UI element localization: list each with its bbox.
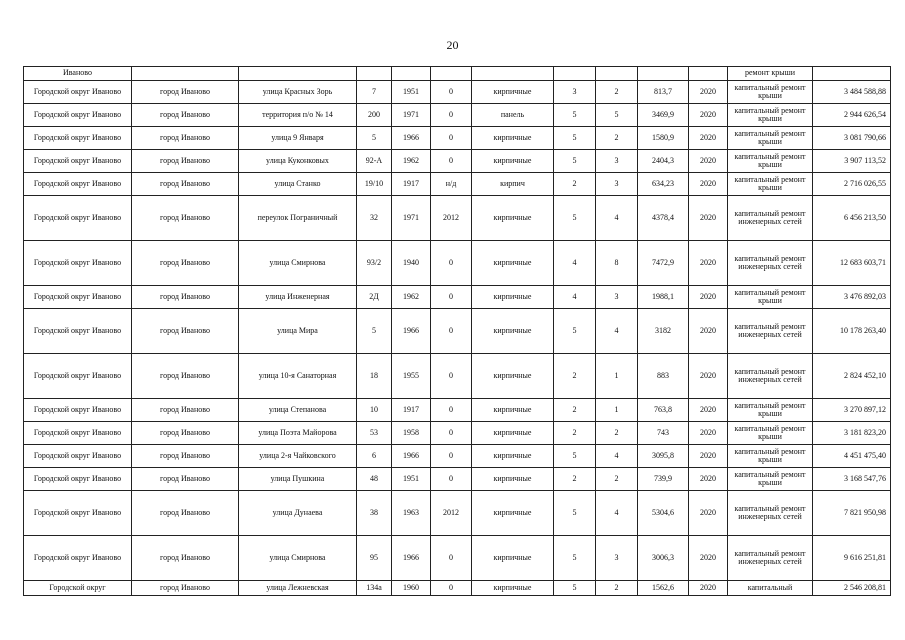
cell-cost: 2 824 452,10 <box>813 354 891 399</box>
cell-work-type: капитальный ремонт крыши <box>728 173 813 196</box>
cell-cost: 12 683 603,71 <box>813 241 891 286</box>
cell-floors: 5 <box>554 196 596 241</box>
cell-year-overhaul: н/д <box>431 173 472 196</box>
cell-work-type: ремонт крыши <box>728 67 813 81</box>
cell-house-number: 200 <box>357 104 392 127</box>
cell-year-built: 1962 <box>392 150 431 173</box>
cell-entrances: 3 <box>596 286 638 309</box>
cell-street: улица 2-я Чайковского <box>239 445 357 468</box>
table-row <box>24 354 891 399</box>
cell-settlement: город Иваново <box>132 468 239 491</box>
cell-work-type: капитальный ремонт крыши <box>728 399 813 422</box>
cell-house-number: 2Д <box>357 286 392 309</box>
cell-area: 634,23 <box>638 173 689 196</box>
cell-floors: 2 <box>554 173 596 196</box>
cell-cost: 3 181 823,20 <box>813 422 891 445</box>
cell-plan-year: 2020 <box>689 150 728 173</box>
cell-entrances: 3 <box>596 536 638 581</box>
cell-year-overhaul: 0 <box>431 536 472 581</box>
table-row <box>24 422 891 445</box>
cell-settlement: город Иваново <box>132 536 239 581</box>
cell-settlement: город Иваново <box>132 354 239 399</box>
cell-entrances: 1 <box>596 354 638 399</box>
cell-year-overhaul: 0 <box>431 104 472 127</box>
cell-street: улица Смирнова <box>239 536 357 581</box>
cell-cost: 6 456 213,50 <box>813 196 891 241</box>
cell-year-overhaul: 2012 <box>431 491 472 536</box>
housing-register-table-container <box>23 66 890 596</box>
cell-house-number: 134а <box>357 581 392 596</box>
cell-plan-year: 2020 <box>689 399 728 422</box>
cell-municipality: Городской округ Иваново <box>24 127 132 150</box>
cell-area: 3006,3 <box>638 536 689 581</box>
cell-cost: 2 716 026,55 <box>813 173 891 196</box>
cell-municipality: Городской округ Иваново <box>24 536 132 581</box>
cell-municipality: Городской округ <box>24 581 132 596</box>
cell-street: улица Смирнова <box>239 241 357 286</box>
cell-work-type: капитальный ремонт крыши <box>728 468 813 491</box>
table-row <box>24 445 891 468</box>
cell-wall-material: панель <box>472 104 554 127</box>
cell-wall-material <box>472 67 554 81</box>
cell-entrances: 4 <box>596 445 638 468</box>
table-row <box>24 104 891 127</box>
cell-street: улица Степанова <box>239 399 357 422</box>
cell-settlement: город Иваново <box>132 309 239 354</box>
cell-street: улица Красных Зорь <box>239 81 357 104</box>
cell-year-built: 1966 <box>392 127 431 150</box>
table-row <box>24 241 891 286</box>
cell-plan-year: 2020 <box>689 422 728 445</box>
cell-area <box>638 67 689 81</box>
cell-municipality: Городской округ Иваново <box>24 173 132 196</box>
cell-work-type: капитальный ремонт инженерных сетей <box>728 196 813 241</box>
cell-plan-year: 2020 <box>689 468 728 491</box>
cell-year-overhaul: 0 <box>431 468 472 491</box>
cell-entrances: 4 <box>596 196 638 241</box>
cell-house-number: 92-А <box>357 150 392 173</box>
cell-municipality: Городской округ Иваново <box>24 286 132 309</box>
cell-year-built: 1958 <box>392 422 431 445</box>
cell-wall-material: кирпичные <box>472 422 554 445</box>
cell-work-type: капитальный ремонт крыши <box>728 127 813 150</box>
cell-settlement: город Иваново <box>132 150 239 173</box>
cell-wall-material: кирпичные <box>472 241 554 286</box>
cell-year-built: 1940 <box>392 241 431 286</box>
cell-cost: 3 476 892,03 <box>813 286 891 309</box>
cell-area: 883 <box>638 354 689 399</box>
cell-work-type: капитальный ремонт крыши <box>728 445 813 468</box>
table-row <box>24 468 891 491</box>
page-number: 20 <box>446 38 459 52</box>
cell-plan-year: 2020 <box>689 536 728 581</box>
table-row <box>24 581 891 596</box>
cell-area: 2404,3 <box>638 150 689 173</box>
cell-house-number: 7 <box>357 81 392 104</box>
cell-entrances: 2 <box>596 468 638 491</box>
table-row <box>24 127 891 150</box>
cell-entrances: 3 <box>596 150 638 173</box>
cell-year-built: 1971 <box>392 196 431 241</box>
cell-house-number: 10 <box>357 399 392 422</box>
cell-year-built <box>392 67 431 81</box>
cell-area: 743 <box>638 422 689 445</box>
cell-cost: 2 944 626,54 <box>813 104 891 127</box>
cell-year-overhaul: 0 <box>431 354 472 399</box>
cell-plan-year: 2020 <box>689 445 728 468</box>
cell-area: 4378,4 <box>638 196 689 241</box>
cell-wall-material: кирпичные <box>472 354 554 399</box>
cell-entrances: 2 <box>596 81 638 104</box>
cell-wall-material: кирпичные <box>472 286 554 309</box>
cell-house-number: 6 <box>357 445 392 468</box>
cell-work-type: капитальный ремонт инженерных сетей <box>728 241 813 286</box>
cell-wall-material: кирпичные <box>472 445 554 468</box>
cell-work-type: капитальный ремонт крыши <box>728 104 813 127</box>
cell-street: улица Мира <box>239 309 357 354</box>
cell-work-type: капитальный ремонт крыши <box>728 422 813 445</box>
cell-cost: 3 081 790,66 <box>813 127 891 150</box>
cell-year-built: 1971 <box>392 104 431 127</box>
cell-floors: 3 <box>554 81 596 104</box>
table-row <box>24 286 891 309</box>
table-row <box>24 67 891 81</box>
cell-floors: 5 <box>554 581 596 596</box>
cell-plan-year: 2020 <box>689 104 728 127</box>
cell-settlement: город Иваново <box>132 81 239 104</box>
cell-year-overhaul: 0 <box>431 581 472 596</box>
cell-settlement: город Иваново <box>132 581 239 596</box>
cell-municipality: Городской округ Иваново <box>24 104 132 127</box>
cell-street: улица Лежневская <box>239 581 357 596</box>
cell-area: 7472,9 <box>638 241 689 286</box>
cell-house-number: 38 <box>357 491 392 536</box>
cell-municipality: Городской округ Иваново <box>24 399 132 422</box>
cell-plan-year: 2020 <box>689 309 728 354</box>
cell-settlement: город Иваново <box>132 104 239 127</box>
cell-house-number <box>357 67 392 81</box>
cell-entrances <box>596 67 638 81</box>
cell-house-number: 5 <box>357 309 392 354</box>
cell-year-overhaul: 0 <box>431 422 472 445</box>
cell-year-built: 1955 <box>392 354 431 399</box>
cell-work-type: капитальный <box>728 581 813 596</box>
cell-work-type: капитальный ремонт инженерных сетей <box>728 309 813 354</box>
cell-area: 1562,6 <box>638 581 689 596</box>
cell-municipality: Городской округ Иваново <box>24 241 132 286</box>
cell-plan-year: 2020 <box>689 81 728 104</box>
cell-plan-year: 2020 <box>689 173 728 196</box>
cell-floors: 5 <box>554 150 596 173</box>
cell-municipality: Городской округ Иваново <box>24 491 132 536</box>
cell-house-number: 18 <box>357 354 392 399</box>
cell-street: улица Поэта Майорова <box>239 422 357 445</box>
cell-street: улица Пушкина <box>239 468 357 491</box>
cell-floors: 5 <box>554 104 596 127</box>
cell-wall-material: кирпич <box>472 173 554 196</box>
cell-entrances: 2 <box>596 422 638 445</box>
cell-floors: 5 <box>554 127 596 150</box>
cell-house-number: 5 <box>357 127 392 150</box>
cell-municipality: Городской округ Иваново <box>24 445 132 468</box>
cell-area: 1988,1 <box>638 286 689 309</box>
cell-year-built: 1966 <box>392 445 431 468</box>
cell-plan-year: 2020 <box>689 491 728 536</box>
cell-cost: 7 821 950,98 <box>813 491 891 536</box>
cell-year-built: 1951 <box>392 81 431 104</box>
cell-cost: 3 168 547,76 <box>813 468 891 491</box>
cell-year-overhaul: 0 <box>431 241 472 286</box>
cell-municipality: Городской округ Иваново <box>24 81 132 104</box>
cell-year-overhaul: 0 <box>431 81 472 104</box>
cell-house-number: 48 <box>357 468 392 491</box>
cell-street: улица 9 Января <box>239 127 357 150</box>
cell-work-type: капитальный ремонт крыши <box>728 286 813 309</box>
cell-year-built: 1951 <box>392 468 431 491</box>
cell-plan-year: 2020 <box>689 127 728 150</box>
cell-year-overhaul: 0 <box>431 399 472 422</box>
table-row <box>24 536 891 581</box>
cell-house-number: 95 <box>357 536 392 581</box>
cell-street: улица Инженерная <box>239 286 357 309</box>
cell-street <box>239 67 357 81</box>
cell-municipality: Городской округ Иваново <box>24 422 132 445</box>
cell-entrances: 1 <box>596 399 638 422</box>
cell-street: улица Куконковых <box>239 150 357 173</box>
cell-street: территория п/о № 14 <box>239 104 357 127</box>
cell-settlement: город Иваново <box>132 445 239 468</box>
table-row <box>24 150 891 173</box>
cell-house-number: 32 <box>357 196 392 241</box>
cell-floors: 2 <box>554 468 596 491</box>
cell-wall-material: кирпичные <box>472 399 554 422</box>
cell-year-overhaul: 0 <box>431 127 472 150</box>
cell-wall-material: кирпичные <box>472 536 554 581</box>
cell-municipality: Городской округ Иваново <box>24 354 132 399</box>
cell-work-type: капитальный ремонт инженерных сетей <box>728 491 813 536</box>
cell-settlement <box>132 67 239 81</box>
table-row <box>24 173 891 196</box>
cell-house-number: 53 <box>357 422 392 445</box>
cell-floors: 2 <box>554 422 596 445</box>
table-row <box>24 491 891 536</box>
cell-street: улица Дунаева <box>239 491 357 536</box>
cell-year-built: 1963 <box>392 491 431 536</box>
cell-floors: 5 <box>554 309 596 354</box>
cell-year-built: 1917 <box>392 173 431 196</box>
cell-settlement: город Иваново <box>132 241 239 286</box>
cell-year-built: 1917 <box>392 399 431 422</box>
cell-floors: 2 <box>554 354 596 399</box>
cell-work-type: капитальный ремонт инженерных сетей <box>728 354 813 399</box>
cell-floors: 5 <box>554 491 596 536</box>
cell-cost: 9 616 251,81 <box>813 536 891 581</box>
cell-house-number: 19/10 <box>357 173 392 196</box>
cell-entrances: 8 <box>596 241 638 286</box>
cell-area: 3095,8 <box>638 445 689 468</box>
cell-wall-material: кирпичные <box>472 127 554 150</box>
cell-floors <box>554 67 596 81</box>
cell-street: переулок Пограничный <box>239 196 357 241</box>
cell-floors: 2 <box>554 399 596 422</box>
cell-plan-year: 2020 <box>689 354 728 399</box>
cell-settlement: город Иваново <box>132 127 239 150</box>
cell-plan-year <box>689 67 728 81</box>
cell-year-built: 1966 <box>392 309 431 354</box>
cell-entrances: 2 <box>596 127 638 150</box>
cell-year-overhaul <box>431 67 472 81</box>
cell-area: 763,8 <box>638 399 689 422</box>
cell-settlement: город Иваново <box>132 196 239 241</box>
table-row <box>24 399 891 422</box>
cell-municipality: Городской округ Иваново <box>24 468 132 491</box>
cell-plan-year: 2020 <box>689 286 728 309</box>
cell-cost <box>813 67 891 81</box>
cell-settlement: город Иваново <box>132 422 239 445</box>
cell-area: 739,9 <box>638 468 689 491</box>
cell-settlement: город Иваново <box>132 399 239 422</box>
cell-entrances: 4 <box>596 309 638 354</box>
cell-year-overhaul: 0 <box>431 445 472 468</box>
table-row <box>24 81 891 104</box>
cell-year-built: 1962 <box>392 286 431 309</box>
cell-settlement: город Иваново <box>132 173 239 196</box>
cell-year-built: 1966 <box>392 536 431 581</box>
cell-plan-year: 2020 <box>689 581 728 596</box>
cell-wall-material: кирпичные <box>472 491 554 536</box>
cell-cost: 3 907 113,52 <box>813 150 891 173</box>
cell-cost: 4 451 475,40 <box>813 445 891 468</box>
cell-wall-material: кирпичные <box>472 468 554 491</box>
cell-work-type: капитальный ремонт крыши <box>728 150 813 173</box>
cell-year-overhaul: 0 <box>431 150 472 173</box>
cell-floors: 4 <box>554 241 596 286</box>
cell-entrances: 4 <box>596 491 638 536</box>
table-row <box>24 196 891 241</box>
cell-street: улица Станко <box>239 173 357 196</box>
cell-house-number: 93/2 <box>357 241 392 286</box>
cell-settlement: город Иваново <box>132 286 239 309</box>
cell-plan-year: 2020 <box>689 196 728 241</box>
cell-plan-year: 2020 <box>689 241 728 286</box>
cell-area: 5304,6 <box>638 491 689 536</box>
cell-cost: 10 178 263,40 <box>813 309 891 354</box>
cell-floors: 5 <box>554 445 596 468</box>
cell-wall-material: кирпичные <box>472 309 554 354</box>
cell-wall-material: кирпичные <box>472 581 554 596</box>
cell-area: 1580,9 <box>638 127 689 150</box>
table-row <box>24 309 891 354</box>
cell-work-type: капитальный ремонт инженерных сетей <box>728 536 813 581</box>
cell-year-overhaul: 2012 <box>431 196 472 241</box>
cell-municipality: Иваново <box>24 67 132 81</box>
cell-cost: 3 484 588,88 <box>813 81 891 104</box>
cell-cost: 3 270 897,12 <box>813 399 891 422</box>
cell-area: 813,7 <box>638 81 689 104</box>
cell-year-overhaul: 0 <box>431 286 472 309</box>
cell-entrances: 3 <box>596 173 638 196</box>
cell-year-built: 1960 <box>392 581 431 596</box>
cell-year-overhaul: 0 <box>431 309 472 354</box>
cell-floors: 5 <box>554 536 596 581</box>
cell-area: 3182 <box>638 309 689 354</box>
cell-settlement: город Иваново <box>132 491 239 536</box>
cell-wall-material: кирпичные <box>472 150 554 173</box>
cell-street: улица 10-я Санаторная <box>239 354 357 399</box>
cell-area: 3469,9 <box>638 104 689 127</box>
cell-cost: 2 546 208,81 <box>813 581 891 596</box>
cell-floors: 4 <box>554 286 596 309</box>
cell-municipality: Городской округ Иваново <box>24 196 132 241</box>
cell-municipality: Городской округ Иваново <box>24 309 132 354</box>
cell-municipality: Городской округ Иваново <box>24 150 132 173</box>
cell-work-type: капитальный ремонт крыши <box>728 81 813 104</box>
cell-entrances: 2 <box>596 581 638 596</box>
housing-register-table <box>23 66 891 596</box>
cell-wall-material: кирпичные <box>472 81 554 104</box>
cell-entrances: 5 <box>596 104 638 127</box>
cell-wall-material: кирпичные <box>472 196 554 241</box>
